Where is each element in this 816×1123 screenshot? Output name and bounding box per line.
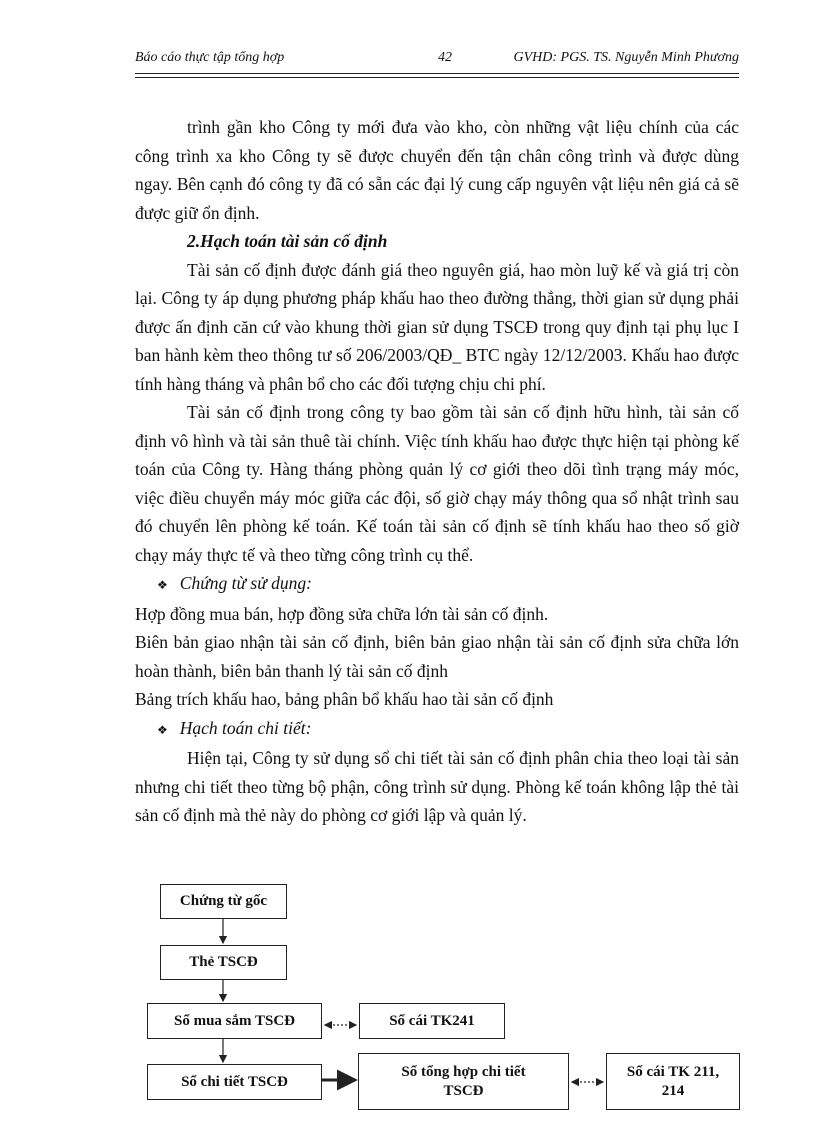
- box-the-tscd: Thẻ TSCĐ: [160, 945, 287, 980]
- header-rule-top: [135, 73, 739, 74]
- box-chung-tu-goc: Chứng từ gốc: [160, 884, 287, 919]
- bullet-detail-accounting: [135, 714, 739, 745]
- header-report-title: Báo cáo thực tập tổng hợp: [135, 50, 285, 65]
- paragraph-composition: Tài sản cố định trong công ty bao gồm tài sản cố định hữu hình, tài sản cố định vô hình và tài sản thuê tài chính. Việc tính khấu hao được thực hiện tại phòng kế toán của Công ty. Hàng tháng phòng quản lý cơ giới theo dõi tình trạng máy móc, việc điều chuyển máy móc giữa các đội, số giờ chạy máy thông qua sổ nhật trình sau đó chuyển lên phòng kế toán. Kế toán tài sản cố định sẽ tính khấu hao theo số giờ chạy máy thực tế và theo từng công trình cụ thể.: [135, 402, 739, 565]
- section-heading: 2.Hạch toán tài sản cố định: [187, 231, 388, 251]
- document-body: [135, 113, 739, 830]
- bullet-detail-label: Hạch toán chi tiết:: [179, 717, 312, 738]
- document-item: Bảng trích khấu hao, bảng phân bổ khấu hao tài sản cố định: [135, 689, 554, 709]
- document-item: Hợp đồng mua bán, hợp đồng sửa chữa lớn tài sản cố định.: [135, 603, 549, 624]
- paragraph-materials: trình gần kho Công ty mới đưa vào kho, còn những vật liệu chính của các công trình xa kho Công ty sẽ được chuyển đến tận chân công trình và được dùng ngay. Bên cạnh đó công ty đã có sẵn các đại lý cung cấp nguyên vật liệu nên giá cả sẽ được giữ ổn định.: [135, 117, 739, 223]
- document-item: Biên bản giao nhận tài sản cố định, biên bản giao nhận tài sản cố định sửa chữa lớn hoàn thành, biên bản thanh lý tài sản cố định: [135, 632, 739, 681]
- header-supervisor: GVHD: PGS. TS. Nguyễn Minh Phương: [513, 50, 739, 65]
- page-header: [135, 48, 739, 70]
- paragraph-valuation: Tài sản cố định được đánh giá theo nguyên giá, hao mòn luỹ kế và giá trị còn lại. Công ty áp dụng phương pháp khấu hao theo đường thẳng, thời gian sử dụng phải được ấn định căn cứ vào khung thời gian sử dụng TSCĐ trong quy định tại phụ lục I ban hành kèm theo thông tư số 206/2003/QĐ_ BTC ngày 12/12/2003. Khấu hao được tính hàng tháng và phân bổ cho các đối tượng chịu chi phí.: [135, 259, 739, 394]
- bullet-documents: [135, 569, 739, 600]
- diamond-bullet-icon: ❖: [157, 578, 168, 592]
- header-rule-bottom: [135, 77, 739, 78]
- bullet-documents-label: Chứng từ sử dụng:: [179, 573, 312, 593]
- box-so-cai-211: Sổ cái TK 211, 214: [606, 1053, 740, 1110]
- paragraph-detail-books: Hiện tại, Công ty sử dụng sổ chi tiết tài sản cố định phân chia theo loại tài sản nhưng chi tiết theo từng bộ phận, công trình sử dụng. Phòng kế toán không lập thẻ tài sản cố định mà thẻ này do phòng cơ giới lập và quản lý.: [135, 748, 739, 825]
- box-so-tong-hop: Sổ tổng hợp chi tiết TSCĐ: [358, 1053, 569, 1110]
- page-number: 42: [438, 50, 452, 65]
- box-so-mua-sam: Sổ mua sắm TSCĐ: [147, 1003, 322, 1039]
- diamond-bullet-icon: ❖: [157, 722, 168, 737]
- box-so-chi-tiet: Sổ chi tiết TSCĐ: [147, 1064, 322, 1100]
- box-so-cai-241: Sổ cái TK241: [359, 1003, 505, 1039]
